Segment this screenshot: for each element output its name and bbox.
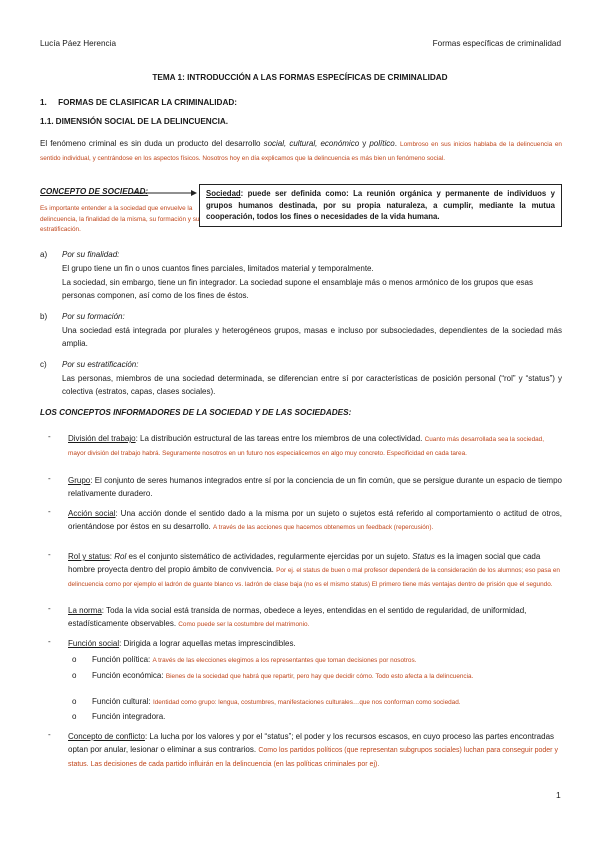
bullet-norma [68,604,562,631]
intro-text-4: político [369,139,395,148]
header-author: Lucía Páez Herencia [40,39,117,48]
bullet-grupo [68,474,562,500]
section-1-1-label: DIMENSIÓN SOCIAL DE LA DELINCUENCIA. [55,117,229,126]
bullet-4-term: Rol y status [68,552,110,561]
sub-bullet-icon: o [72,712,77,721]
document-title: TEMA 1: INTRODUCCIÓN A LAS FORMAS ESPECÍFICAS DE CRIMINALIDAD [152,73,448,82]
bullet-accion-social [68,507,562,534]
intro-paragraph [40,137,562,165]
bullet-6-text: : Dirigida a lograr aquellas metas imprescindibles. [119,639,296,648]
list-letter-c: c) [40,360,47,369]
bullet-1-term: División del trabajo [68,434,136,443]
bullet-dash: - [48,730,51,739]
page-number: 1 [556,790,561,800]
bullet-4-t1: : [109,552,115,561]
bullet-dash: - [48,637,51,646]
arrow-right-icon [131,188,197,198]
section-1-1-number: 1.1. [40,117,54,126]
list-b-line-1: Una sociedad está integrada por plurales y heterogéneos grupos, masas e incluso por subsociedades, dependientes de la sociedad más amplia. [62,326,562,349]
intro-text-1: El fenómeno criminal es sin duda un producto del desarrollo [40,139,264,148]
intro-text-2: social, cultural, económico [263,139,360,148]
list-a-line-2: La sociedad, sin embargo, tiene un fin integrador. La sociedad supone el ensamblaje más o menos armónico de los grupos que esas personas componen, así como de los fines de éstos. [62,278,533,301]
bullet-dash: - [48,550,51,559]
sub-bullet-icon: o [72,671,77,680]
bullet-division-trabajo [68,432,562,460]
bullet-7-text: : La lucha por los valores y por el “status”; el poder y los recursos escasos, en cuyo proceso las partes encontradas optan por anular, lesionar o eliminar a sus contrarios. [68,732,555,755]
sub-funcion-integradora [92,710,562,723]
concepts-heading: LOS CONCEPTOS INFORMADORES DE LA SOCIEDAD Y DE LAS SOCIEDADES: [40,408,352,417]
bullet-funcion-social [68,637,562,650]
bullet-dash: - [48,507,51,516]
sub-bullet-icon: o [72,655,77,664]
sub-bullet-icon: o [72,697,77,706]
list-letter-b: b) [40,312,48,321]
bullet-4-rol: Rol [114,552,127,561]
intro-note: Lombroso en sus inicios hablaba de la delincuencia en sentido individual, y centrándose en los aspectos físicos. Nosotros hoy en día explicamos que la delincuencia es más bien un fenómeno social. [40,141,562,163]
bullet-dash: - [48,432,51,441]
bullet-7-term: Concepto de conflicto [68,732,145,741]
concept-heading: CONCEPTO DE SOCIEDAD: [40,187,149,196]
bullet-conflicto [68,730,562,772]
list-label-b: Por su formación: [62,312,125,321]
bullet-5-text: : Toda la vida social está transida de normas, obedece a leyes, entendidas en el sentido de regularidad, de uniformidad, estadísticamente observables. [68,606,527,629]
sub-3-label: Función cultural: [92,697,151,706]
section-1-label: FORMAS DE CLASIFICAR LA CRIMINALIDAD: [58,98,238,107]
list-a-line-1: El grupo tiene un fin o unos cuantos fines parciales, limitados material y temporalmente. [62,264,374,273]
bullet-3-term: Acción social [68,509,116,518]
intro-text-5: . [394,139,401,148]
sub-2-note: Bienes de la sociedad que habrá que repartir, pero hay que decidir cómo. Todo esto afecta a la delincuencia. [165,673,474,680]
header-subject: Formas específicas de criminalidad [432,39,561,48]
list-c-line-1: Las personas, miembros de una sociedad determinada, se diferencian entre sí por características de posición personal (“rol” y “status”) y colectiva (estratos, capas, clases sociales). [62,374,562,397]
sub-1-note: A través de las elecciones elegimos a los representantes que toman decisiones por nosotros. [152,657,417,664]
bullet-5-term: La norma [68,606,102,615]
bullet-4-t2: es el conjunto sistemático de actividades, regularmente ejercidas por un sujeto. [126,552,413,561]
bullet-rol-status [68,550,562,592]
bullet-4-note: Por ej. el status de buen o mal profesor dependerá de la consideración de los alumnos; eso pasa en delincuencia como por ejemplo el ladrón de guante blanco vs. ladrón de clase baja (no es el mismo status) El primero tiene más ventajas dentro de prisión que el segundo. [68,567,560,589]
section-1-heading [40,98,237,107]
sub-funcion-cultural [92,695,562,709]
society-term: Sociedad [206,189,241,198]
bullet-dash: - [48,604,51,613]
society-definition-box [199,184,562,227]
society-definition: : puede ser definida como: La reunión orgánica y permanente de individuos y grupos humanos destinada, por su propia naturaleza, a cumplir, mediante la mutua cooperación, todos los fines o necesidades de la vida humana. [206,189,555,222]
bullet-3-text: : Una acción donde el sentido dado a la misma por un sujeto o sujetos está referido al comportamiento o actitud de otros, orientándose por éstos en su desarrollo. [68,509,562,532]
list-letter-a: a) [40,250,48,259]
bullet-5-note: Como puede ser la costumbre del matrimonio. [178,621,310,629]
bullet-dash: - [48,474,51,483]
bullet-6-term: Función social [68,639,120,648]
sub-funcion-economica [92,669,562,683]
bullet-2-term: Grupo [68,476,91,485]
section-1-1-heading [40,117,228,126]
list-label-a: Por su finalidad: [62,250,120,259]
sub-3-note: Identidad como grupo: lengua, costumbres, manifestaciones culturales…que nos conforman como sociedad. [152,699,461,706]
bullet-4-status: Status [412,552,435,561]
list-label-c: Por su estratificación: [62,360,139,369]
bullet-7-note: Como los partidos políticos (que representan subgrupos sociales) luchan para conseguir poder y status. Las decisiones de cada partido influirán en la delincuencia (en las políticas criminales por ej). [68,747,558,769]
section-1-number: 1. [40,98,47,107]
bullet-1-note: Cuanto más desarrollada sea la sociedad, mayor división del trabajo habrá. Seguramente nosotros en un futuro nos especialicemos en algo muy concreto. Especificidad en cada tarea. [68,436,545,458]
bullet-4-t3: es la imagen social que cada hombre proyecta dentro del propio ámbito de convivencia. [68,552,541,575]
sub-1-label: Función política: [92,655,151,664]
intro-text-3: y [359,139,370,148]
bullet-3-note: A través de las acciones que hacemos obtenemos un feedback (repercusión). [212,524,434,532]
sub-funcion-politica [92,653,562,667]
bullet-2-text: : El conjunto de seres humanos integrados entre sí por la conciencia de un fin común, que se persigue durante un espacio de tiempo relativamente duradero. [68,476,562,499]
concept-note: Es importante entender a la sociedad que envuelve la delincuencia, la finalidad de la misma, su formación y su estratificación. [40,205,200,234]
sub-2-label: Función económica: [92,671,164,680]
sub-4-label: Función integradora. [92,712,166,721]
bullet-1-text: : La distribución estructural de las tareas entre los miembros de una colectividad. [135,434,425,443]
